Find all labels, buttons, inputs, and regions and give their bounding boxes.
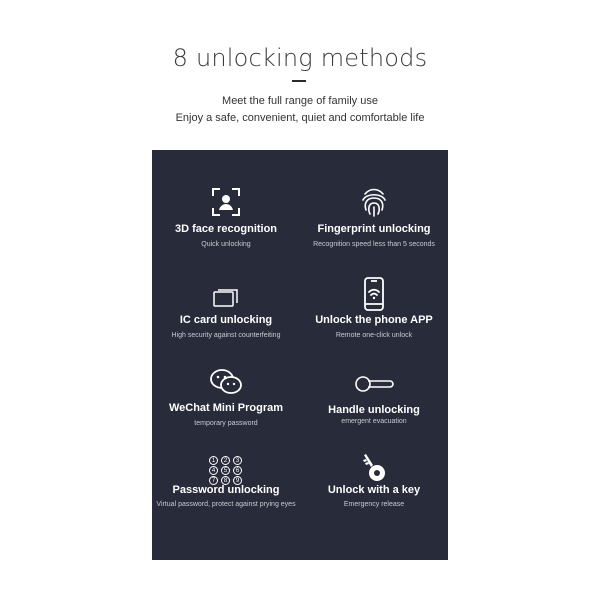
subtitle-line-2: Enjoy a safe, convenient, quiet and comfortable life [175,112,425,124]
method-name: Unlock with a key [327,484,421,496]
fingerprint-icon [352,182,396,222]
method-name: Fingerprint unlocking [317,223,431,235]
subtitle-line-1: Meet the full range of family use [222,95,378,107]
method-desc: temporary password [194,420,258,427]
wechat-icon [204,362,248,402]
key-icon [352,448,396,488]
method-desc: Virtual password, protect against prying eyes [156,501,296,508]
face-recognition-icon [204,182,248,222]
method-name: Unlock the phone APP [315,314,433,326]
method-desc: Recognition speed less than 5 seconds [313,241,435,248]
keypad-digit: 1 [209,456,218,465]
method-desc: Emergency release [343,501,405,508]
unlocking-methods-panel [152,150,448,560]
method-desc: Quick unlocking [201,241,251,248]
keypad-digit: 2 [221,456,230,465]
method-desc: emergent evacuation [341,418,407,425]
method-desc: High security against counterfeiting [171,332,281,339]
keypad-digit: 5 [221,466,230,475]
keypad-digit: 4 [209,466,218,475]
phone-app-icon [352,274,396,314]
keypad-digit: 3 [233,456,242,465]
method-name: IC card unlocking [179,314,273,326]
ic-card-icon [204,278,248,318]
method-name: 3D face recognition [174,223,278,235]
method-name: Password unlocking [172,484,280,496]
keypad-digit: 7 [209,476,218,485]
page-title: 8 unlocking methods [172,44,428,72]
method-name: Handle unlocking [328,404,420,416]
handle-icon [352,364,396,404]
method-name: WeChat Mini Program [168,402,284,414]
keypad-digit: 9 [233,476,242,485]
keypad-digit: 6 [233,466,242,475]
method-desc: Remote one-click unlock [335,332,413,339]
keypad-digit: 8 [221,476,230,485]
title-divider [292,80,306,82]
